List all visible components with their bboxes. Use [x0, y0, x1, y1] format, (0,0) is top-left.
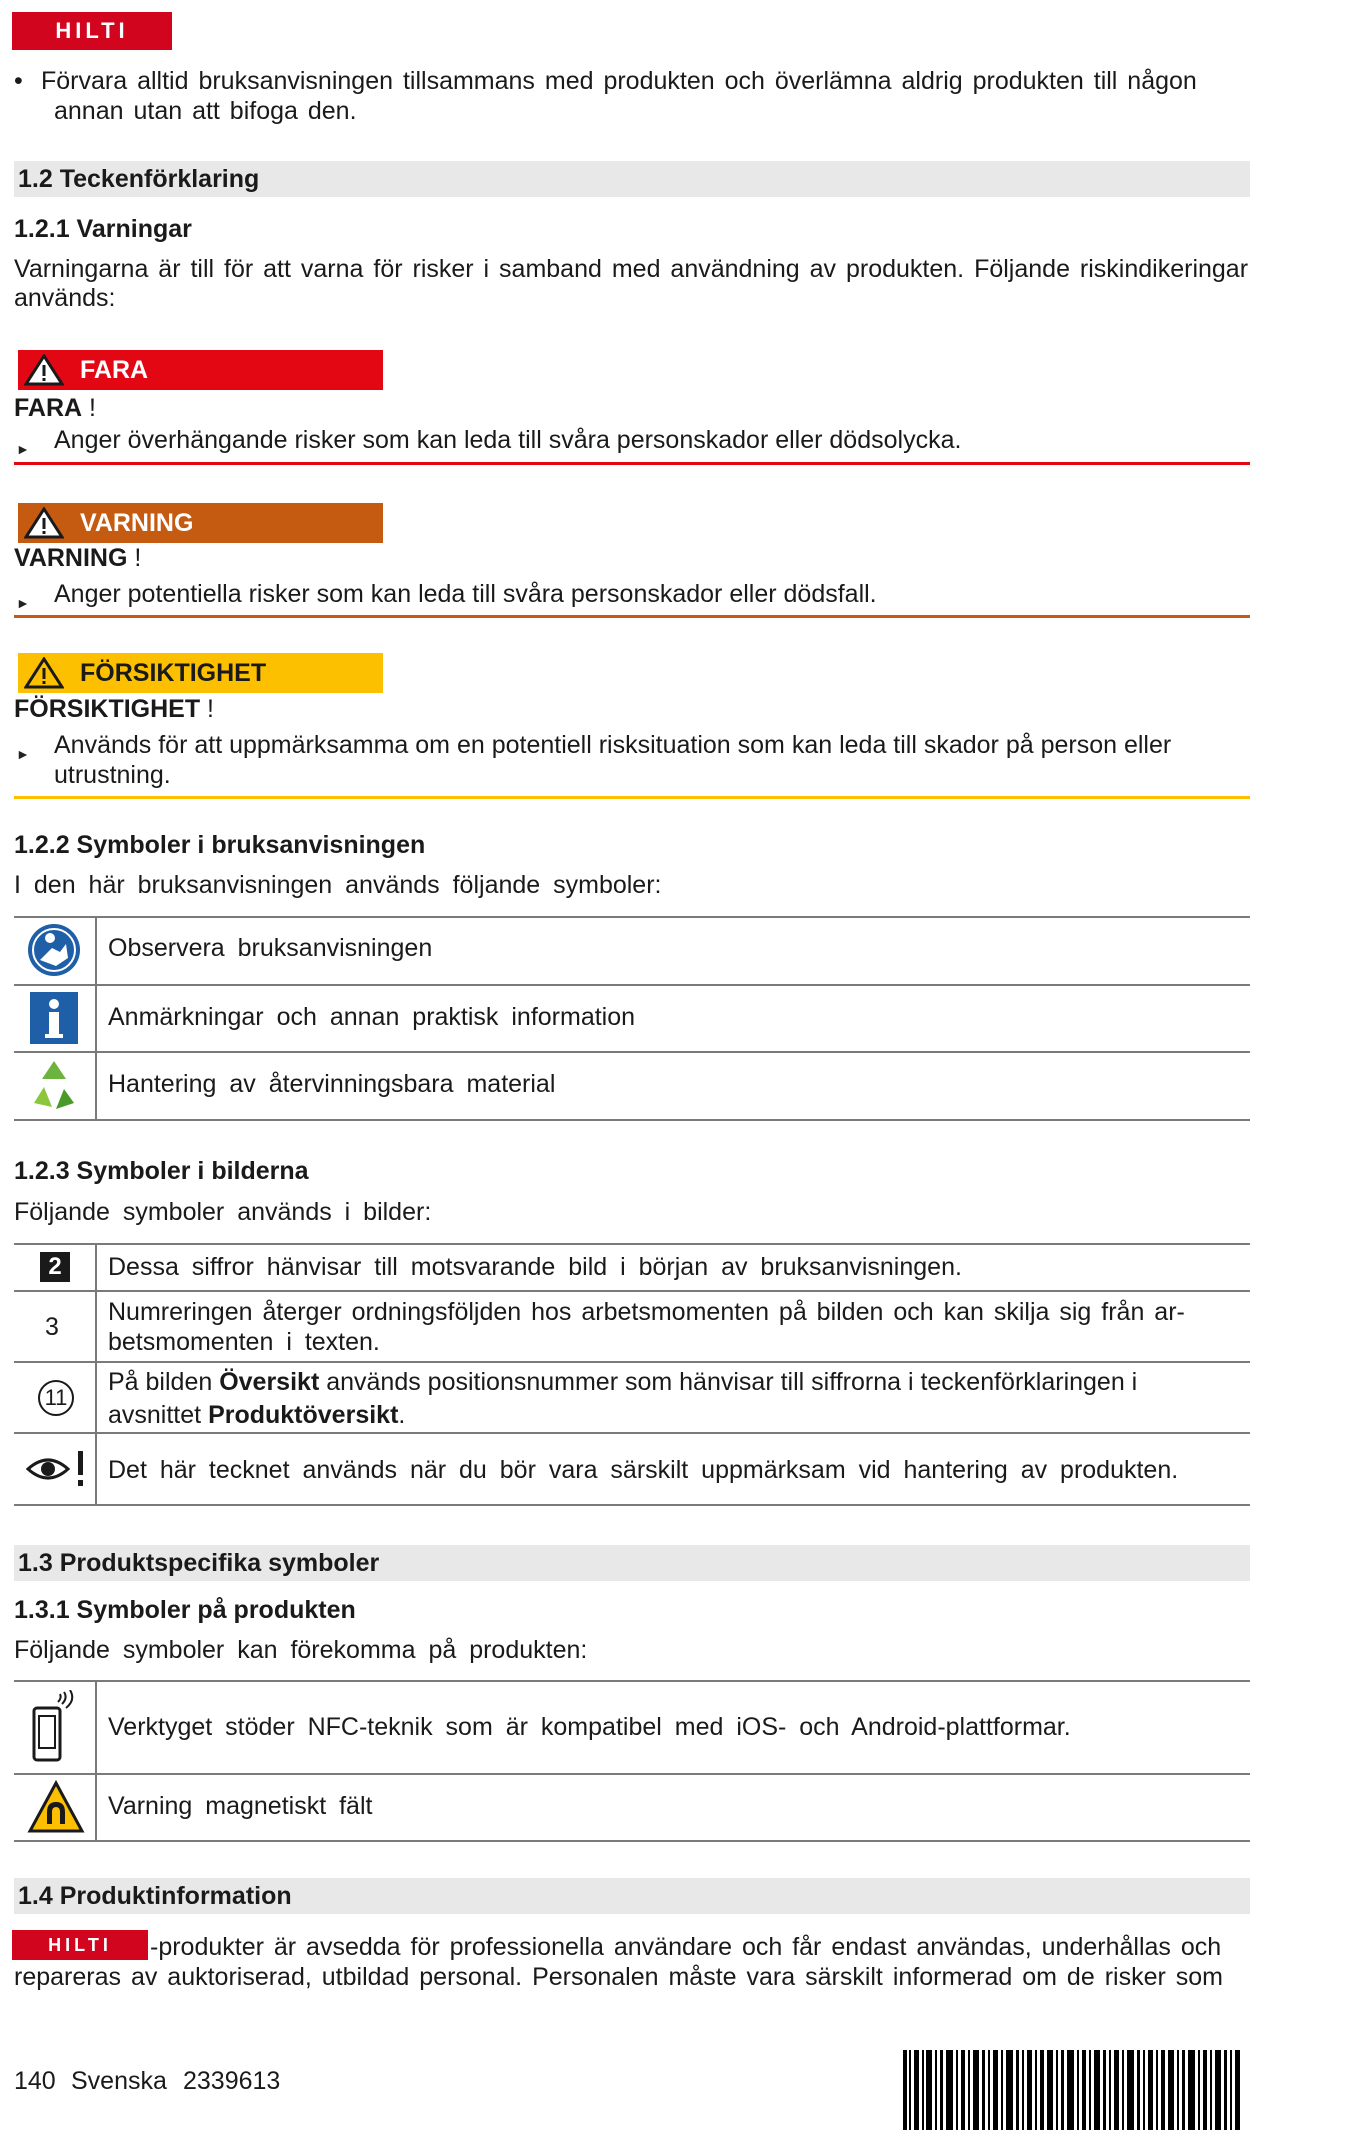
section-1-4-heading: 1.4 Produktinformation [14, 1878, 1250, 1914]
position-number-circle: 11 [38, 1380, 74, 1416]
page-number: 140 [14, 2067, 56, 2095]
document-number: 2339613 [183, 2067, 281, 2095]
arrow-bullet-icon: ► [16, 746, 30, 762]
table-row-text: Anmärkningar och annan praktisk information [108, 1003, 636, 1031]
warning-text: Anger potentiella risker som kan leda till svåra personskador eller dödsfall. [54, 580, 877, 608]
caution-banner-label: FÖRSIKTIGHET [80, 659, 267, 687]
table-rule [14, 1119, 1250, 1121]
caution-word-bang: ! [200, 695, 215, 723]
table-row-text-line1 [108, 1367, 1137, 1397]
info-icon [26, 990, 82, 1046]
warnings-intro-line1: Varningarna är till för att varna för risker i samband med användning av produkten. Följande riskindikeringar [14, 255, 1249, 283]
table-rule [14, 916, 1250, 918]
subsection-1-2-3-heading: 1.2.3 Symboler i bilderna [14, 1157, 309, 1185]
footer-language: Svenska [71, 2067, 167, 2095]
overview-pre: På bilden [108, 1368, 220, 1396]
table-row-text-line2 [108, 1400, 405, 1430]
overview-bold: Översikt [219, 1368, 320, 1396]
danger-banner [18, 350, 383, 390]
table-row-text-line2: betsmomenten i texten. [108, 1328, 380, 1356]
warning-rule [14, 615, 1250, 618]
danger-word [14, 393, 96, 423]
danger-word-text: FARA [14, 394, 83, 422]
eye-attention-icon [26, 1447, 88, 1491]
table-row-text: Dessa siffror hänvisar till motsvarande bild i början av bruksanvisningen. [108, 1253, 962, 1281]
warning-triangle-icon [24, 657, 64, 689]
hilti-logo-text: HILTI [55, 16, 128, 46]
table-column-rule [95, 1681, 97, 1841]
section-1-2-heading: 1.2 Teckenförklaring [14, 161, 1250, 197]
product-overview-bold: Produktöversikt [208, 1401, 399, 1429]
hilti-inline-logo [12, 1930, 148, 1960]
table-rule [14, 1504, 1250, 1506]
warning-word [14, 543, 141, 573]
barcode [903, 2050, 1243, 2130]
warning-word-text: VARNING [14, 544, 128, 572]
table-column-rule [95, 1244, 97, 1505]
intro-bullet-line2: annan utan att bifoga den. [54, 97, 357, 125]
product-symbols-intro: Följande symboler kan förekomma på produkten: [14, 1636, 588, 1664]
caution-word [14, 694, 214, 724]
table-rule [14, 1773, 1250, 1775]
danger-banner-label: FARA [80, 356, 149, 384]
overview-mid: används positionsnummer som hänvisar till siffrorna i teckenförklaringen i [319, 1368, 1138, 1396]
product-info-line1: -produkter är avsedda för professionella användare och får endast användas, underhållas och [150, 1933, 1222, 1961]
table-row-text: Varning magnetiskt fält [108, 1792, 373, 1820]
table-rule [14, 1432, 1250, 1434]
table-row-text: Verktyget stöder NFC-teknik som är kompatibel med iOS- och Android-plattformar. [108, 1713, 1071, 1741]
warning-word-bang: ! [127, 544, 142, 572]
table-rule [14, 1361, 1250, 1363]
intro-bullet-line1: Förvara alltid bruksanvisningen tillsammans med produkten och överlämna aldrig produkten till någon [41, 67, 1197, 95]
warning-banner-label: VARNING [80, 509, 194, 537]
caution-rule [14, 796, 1250, 799]
section-1-3-heading: 1.3 Produktspecifika symboler [14, 1545, 1250, 1581]
read-manual-icon [26, 922, 82, 978]
nfc-phone-icon [28, 1690, 84, 1766]
danger-word-bang: ! [82, 394, 96, 422]
caution-word-text: FÖRSIKTIGHET [14, 695, 201, 723]
warning-triangle-icon [24, 507, 64, 539]
subsection-1-2-2-heading: 1.2.2 Symboler i bruksanvisningen [14, 831, 426, 859]
warning-banner [18, 503, 383, 543]
table-row-text: Hantering av återvinningsbara material [108, 1070, 556, 1098]
arrow-bullet-icon: ► [16, 595, 30, 611]
table-row-text-line1: Numreringen återger ordningsföljden hos arbetsmomenten på bilden och kan skilja sig från ar- [108, 1298, 1185, 1326]
hilti-logo [12, 12, 172, 50]
magnet-warning-icon [27, 1780, 85, 1834]
table-row-text: Observera bruksanvisningen [108, 934, 433, 962]
intro-bullet-symbol: • [14, 67, 23, 95]
table-column-rule [95, 917, 97, 1120]
table-rule [14, 1290, 1250, 1292]
step-number: 3 [45, 1313, 59, 1341]
subsection-1-3-1-heading: 1.3.1 Symboler på produkten [14, 1596, 356, 1624]
warnings-intro-line2: används: [14, 284, 116, 312]
table-rule [14, 1051, 1250, 1053]
symbols-manual-intro: I den här bruksanvisningen används följande symboler: [14, 871, 662, 899]
product-overview-post: . [398, 1401, 406, 1429]
arrow-bullet-icon: ► [16, 441, 30, 457]
table-rule [14, 984, 1250, 986]
caution-banner [18, 653, 383, 693]
subsection-1-2-1-heading: 1.2.1 Varningar [14, 215, 192, 243]
table-row-text: Det här tecknet används när du bör vara särskilt uppmärksam vid hantering av produkten. [108, 1456, 1179, 1484]
warning-triangle-icon [24, 354, 64, 386]
symbols-figures-intro: Följande symboler används i bilder: [14, 1198, 432, 1226]
table-rule [14, 1243, 1250, 1245]
table-rule [14, 1680, 1250, 1682]
hilti-inline-logo-text: HILTI [48, 1930, 112, 1960]
product-info-line2: repareras av auktoriserad, utbildad personal. Personalen måste vara särskilt informerad om de risker som [14, 1963, 1223, 1991]
figure-number-badge: 2 [40, 1252, 70, 1282]
caution-text-line1: Används för att uppmärksamma om en potentiell risksituation som kan leda till skador på person eller [54, 731, 1172, 759]
danger-text: Anger överhängande risker som kan leda till svåra personskador eller dödsolycka. [54, 426, 962, 454]
table-rule [14, 1840, 1250, 1842]
caution-text-line2: utrustning. [54, 761, 171, 789]
recycling-icon [26, 1057, 82, 1113]
danger-rule [14, 462, 1250, 465]
product-overview-pre: avsnittet [108, 1401, 209, 1429]
